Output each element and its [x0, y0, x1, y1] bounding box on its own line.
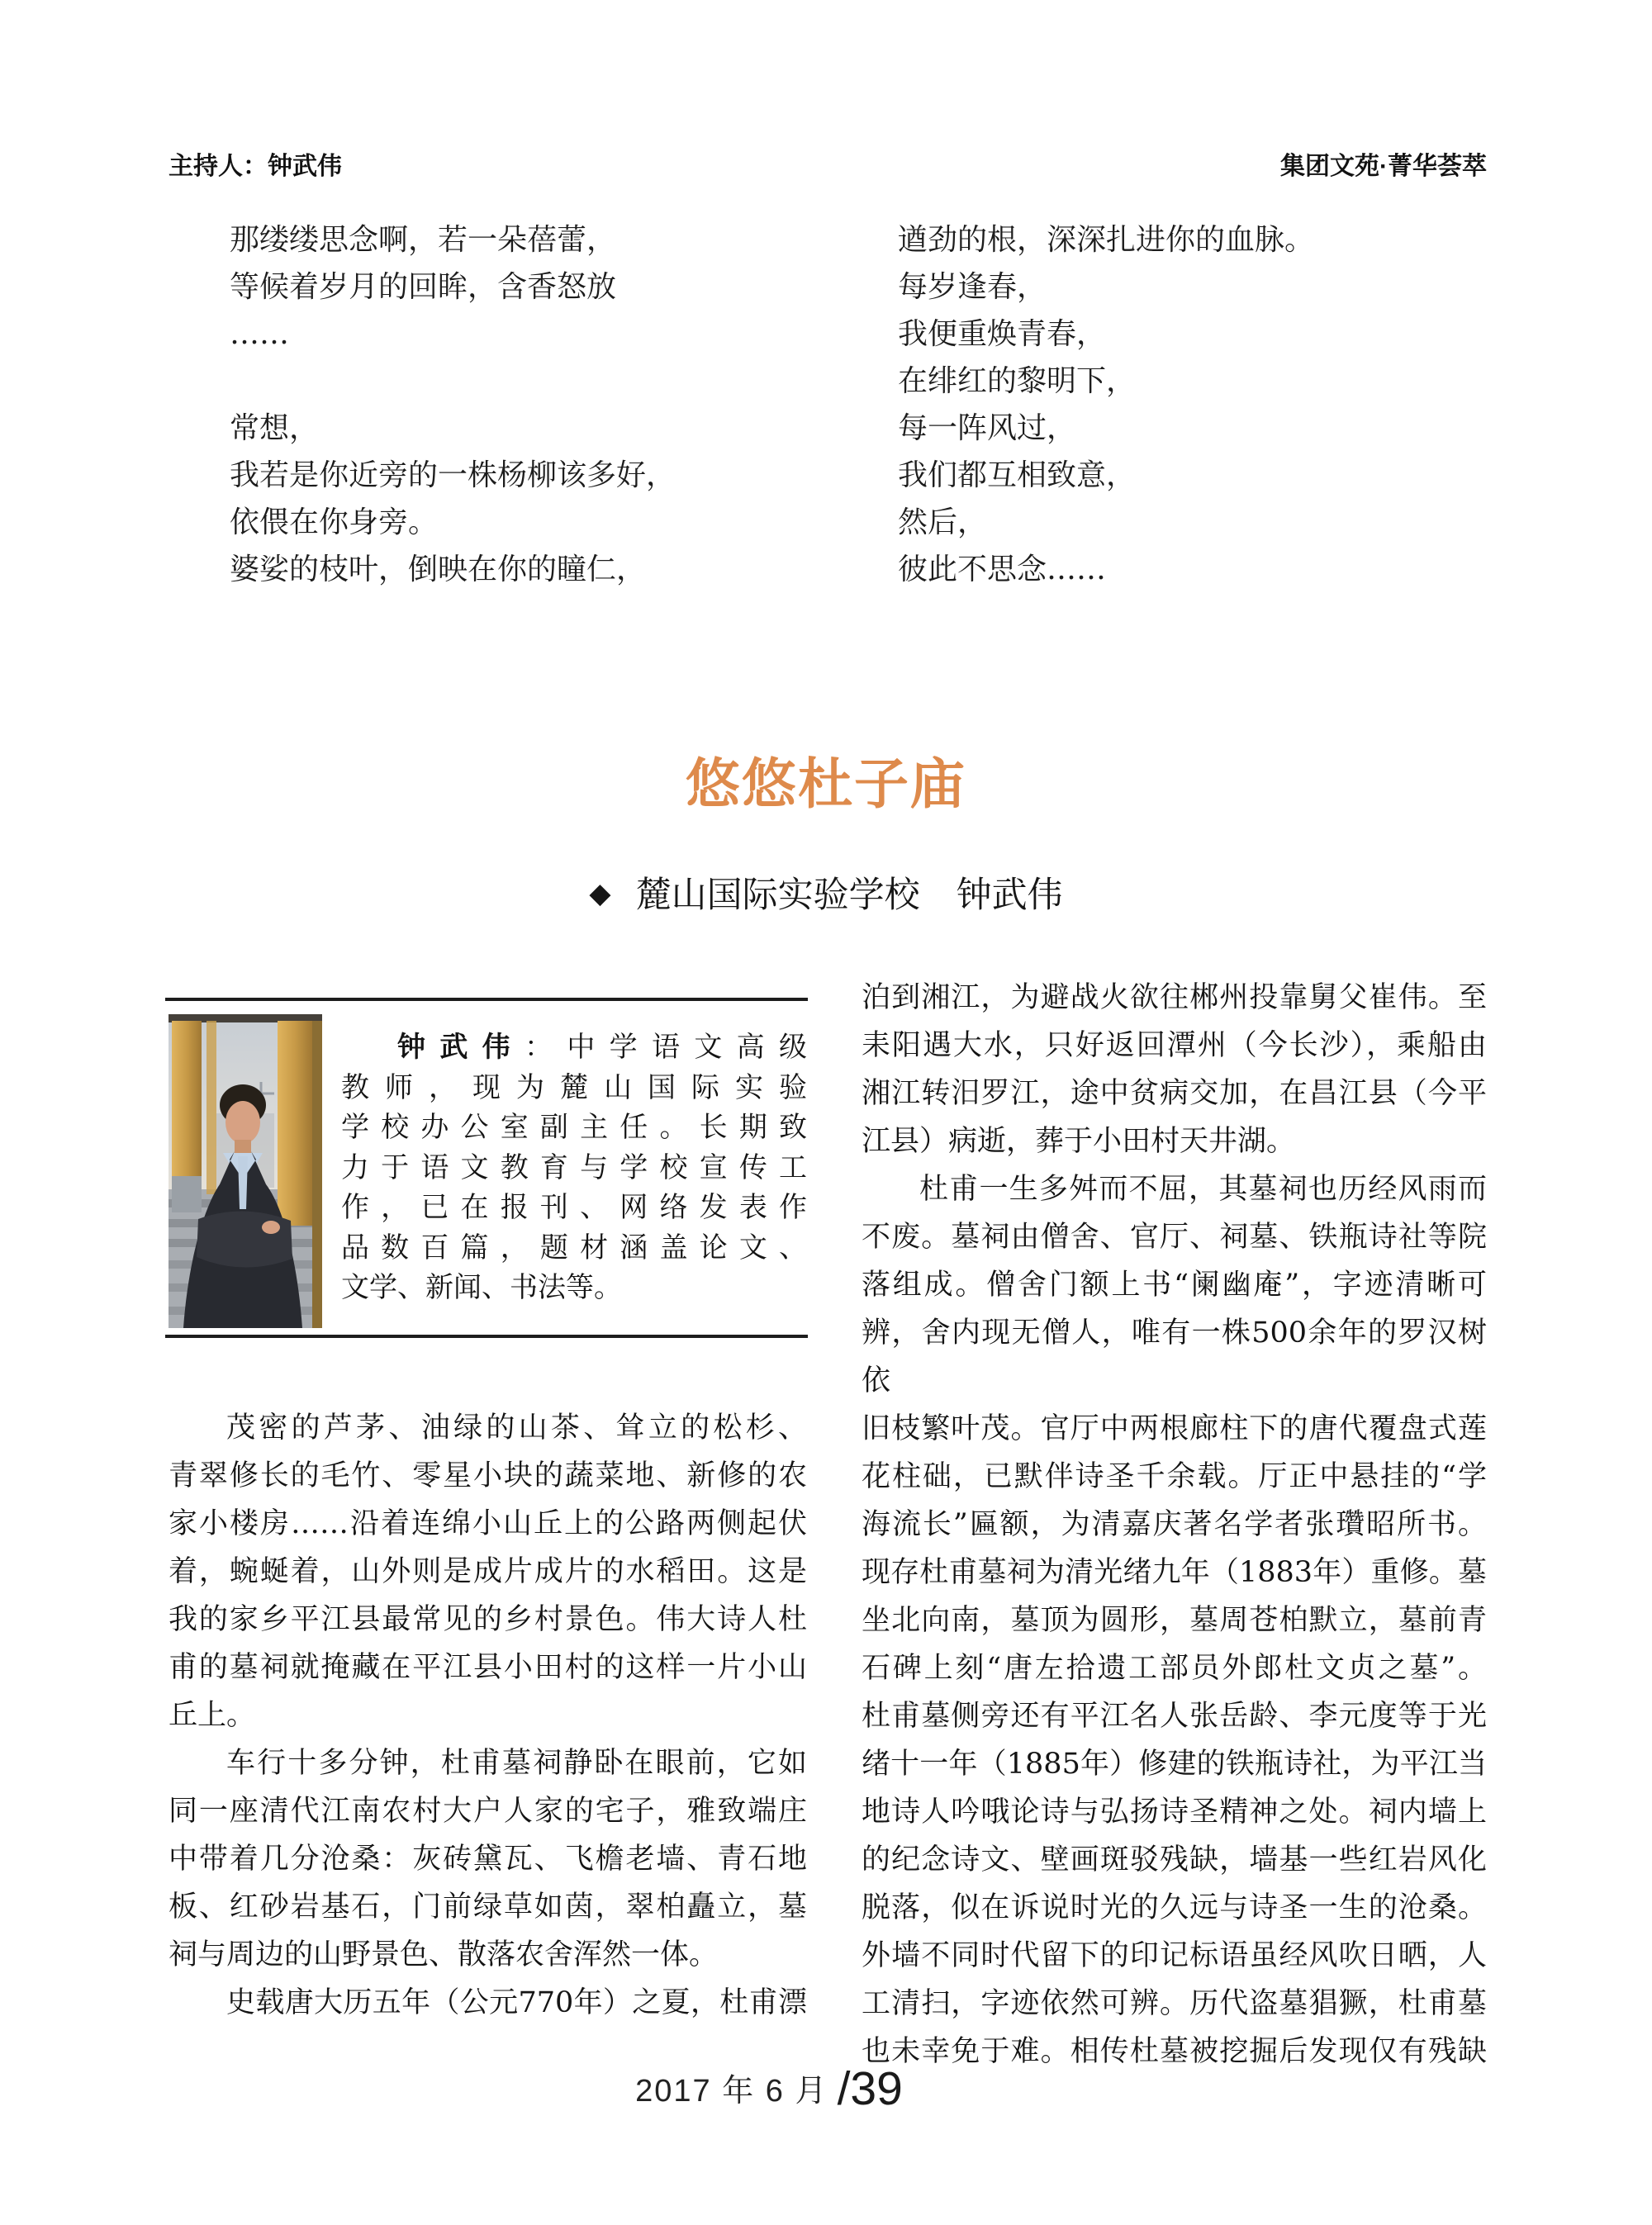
text-line: 学校办公室副主任。长期致	[341, 1111, 807, 1144]
text-line: 力于语文教育与学校宣传工	[341, 1150, 807, 1184]
bio-rest-lines	[341, 1068, 807, 1308]
text-line: 工清扫，字迹依然可辨。历代盗墓猖獗，杜甫墓	[862, 1987, 1487, 2020]
text-line: 不废。墓祠由僧舍、官厅、祠墓、铁瓶诗社等院	[862, 1221, 1487, 1254]
text-line: 丘上。	[169, 1699, 256, 1732]
body-column-right	[862, 974, 1487, 2076]
page-footer	[0, 2061, 1538, 2116]
header-section-label: 集团文苑·菁华荟萃	[1280, 153, 1487, 180]
blank-line	[230, 358, 676, 405]
text-line: 我若是你近旁的一株杨柳该多好，	[230, 458, 676, 492]
text-line: 现存杜甫墓祠为清光绪九年（1883年）重修。墓	[862, 1556, 1487, 1589]
text-line: 茂密的芦茅、油绿的山茶、耸立的松杉、	[226, 1411, 807, 1445]
text-line: 然后，	[898, 505, 988, 539]
text-line: 我们都互相致意，	[898, 458, 1137, 492]
author-bio	[341, 1027, 807, 1308]
text-line: 脱落，似在诉说时光的久远与诗圣一生的沧桑。	[862, 1891, 1487, 1924]
bio-box-top-rule	[165, 998, 808, 1001]
bio-first-line-rest: ：中学语文高级	[525, 1031, 807, 1064]
text-line: ……	[230, 317, 289, 351]
text-line: 祠与周边的山野景色、散落农舍浑然一体。	[169, 1938, 719, 1971]
text-line: 文学、新闻、书法等。	[341, 1271, 622, 1304]
text-line: 外墙不同时代留下的印记标语虽经风吹日晒，人	[862, 1939, 1487, 1972]
byline-author: 钟武伟	[956, 875, 1063, 916]
bio-author-name: 钟武伟	[397, 1031, 525, 1064]
author-photo	[169, 1014, 322, 1328]
text-line: 落组成。僧舍门额上书“阑幽庵”，字迹清晰可	[862, 1269, 1487, 1302]
text-line: 常想，	[230, 411, 320, 445]
text-line: 每岁逢春，	[898, 270, 1047, 304]
text-line: 车行十多分钟，杜甫墓祠静卧在眼前，它如	[226, 1747, 807, 1780]
text-line: 等候着岁月的回眸，含香怒放	[230, 270, 617, 304]
text-line: 依偎在你身旁。	[230, 505, 439, 539]
footer-page-number: /39	[837, 2062, 903, 2115]
text-line: 板、红砂岩基石，门前绿草如茵，翠柏矗立，墓	[169, 1891, 807, 1924]
text-line: 地诗人吟哦论诗与弘扬诗圣精神之处。祠内墙上	[862, 1796, 1487, 1829]
text-line: 甫的墓祠就掩藏在平江县小田村的这样一片小山	[169, 1651, 807, 1684]
header-host-label: 主持人：钟武伟	[169, 153, 342, 180]
text-line: 我的家乡平江县最常见的乡村景色。伟大诗人杜	[169, 1603, 807, 1636]
article-title: 悠悠杜子庙	[686, 752, 966, 816]
text-line: 石碑上刻“唐左拾遗工部员外郎杜文贞之墓”。	[862, 1652, 1487, 1685]
text-line: 湘江转汨罗江，途中贫病交加，在昌江县（今平	[862, 1077, 1487, 1110]
bio-first-line	[341, 1027, 807, 1068]
text-line: 坐北向南，墓顶为圆形，墓周苍柏默立，墓前青	[862, 1604, 1487, 1637]
text-line: 我便重焕青春，	[898, 317, 1107, 351]
text-line: 绪十一年（1885年）修建的铁瓶诗社，为平江当	[862, 1748, 1487, 1781]
diamond-icon: ◆	[589, 877, 611, 910]
text-line: 耒阳遇大水，只好返回潭州（今长沙），乘船由	[862, 1029, 1487, 1062]
text-line: 泊到湘江，为避战火欲往郴州投靠舅父崔伟。至	[862, 981, 1487, 1014]
bio-box-bottom-rule	[165, 1335, 808, 1338]
body-column-left	[169, 1404, 807, 2027]
text-line: 那缕缕思念啊，若一朵蓓蕾，	[230, 223, 617, 257]
text-line: 中带着几分沧桑：灰砖黛瓦、飞檐老墙、青石地	[169, 1843, 807, 1876]
article-byline	[0, 867, 1652, 918]
text-line: 教师，现为麓山国际实验	[341, 1070, 807, 1104]
poem-column-right	[898, 216, 1314, 593]
text-line: 彼此不思念……	[898, 553, 1107, 586]
text-line: 江县）病逝，葬于小田村天井湖。	[862, 1125, 1296, 1158]
text-line: 花柱础，已默伴诗圣千余载。厅正中悬挂的“学	[862, 1460, 1487, 1493]
text-line: 家小楼房……沿着连绵小山丘上的公路两侧起伏	[169, 1507, 807, 1540]
text-line: 着，蜿蜒着，山外则是成片成片的水稻田。这是	[169, 1555, 807, 1588]
text-line: 海流长”匾额，为清嘉庆著名学者张瓚昭所书。	[862, 1508, 1487, 1541]
text-line: 品数百篇，题材涵盖论文、	[341, 1231, 807, 1264]
text-line: 遒劲的根，深深扎进你的血脉。	[898, 223, 1315, 257]
poem-column-left	[230, 216, 676, 593]
text-line: 旧枝繁叶茂。官厅中两根廊柱下的唐代覆盘式莲	[862, 1412, 1487, 1445]
text-line: 在绯红的黎明下，	[898, 364, 1137, 398]
text-line: 青翠修长的毛竹、零星小块的蔬菜地、新修的农	[169, 1459, 807, 1492]
text-line: 杜甫墓侧旁还有平江名人张岳龄、李元度等于光	[862, 1700, 1487, 1733]
text-line: 史载唐大历五年（公元770年）之夏，杜甫漂	[226, 1986, 807, 2019]
text-line: 婆娑的枝叶，倒映在你的瞳仁，	[230, 553, 647, 586]
text-line: 杜甫一生多舛而不屈，其墓祠也历经风雨而	[919, 1173, 1487, 1206]
text-line: 也未幸免于难。相传杜墓被挖掘后发现仅有残缺	[862, 2035, 1487, 2068]
byline-school: 麓山国际实验学校	[635, 875, 920, 916]
footer-date: 2017 年 6 月	[635, 2074, 828, 2109]
text-line: 每一阵风过，	[898, 411, 1077, 445]
text-line: 的纪念诗文、壁画斑驳残缺，墙基一些红岩风化	[862, 1843, 1487, 1876]
text-line: 同一座清代江南农村大户人家的宅子，雅致端庄	[169, 1795, 807, 1828]
text-line: 作，已在报刊、网络发表作	[341, 1191, 807, 1224]
text-line: 辨，舍内现无僧人，唯有一株500余年的罗汉树依	[862, 1316, 1487, 1397]
